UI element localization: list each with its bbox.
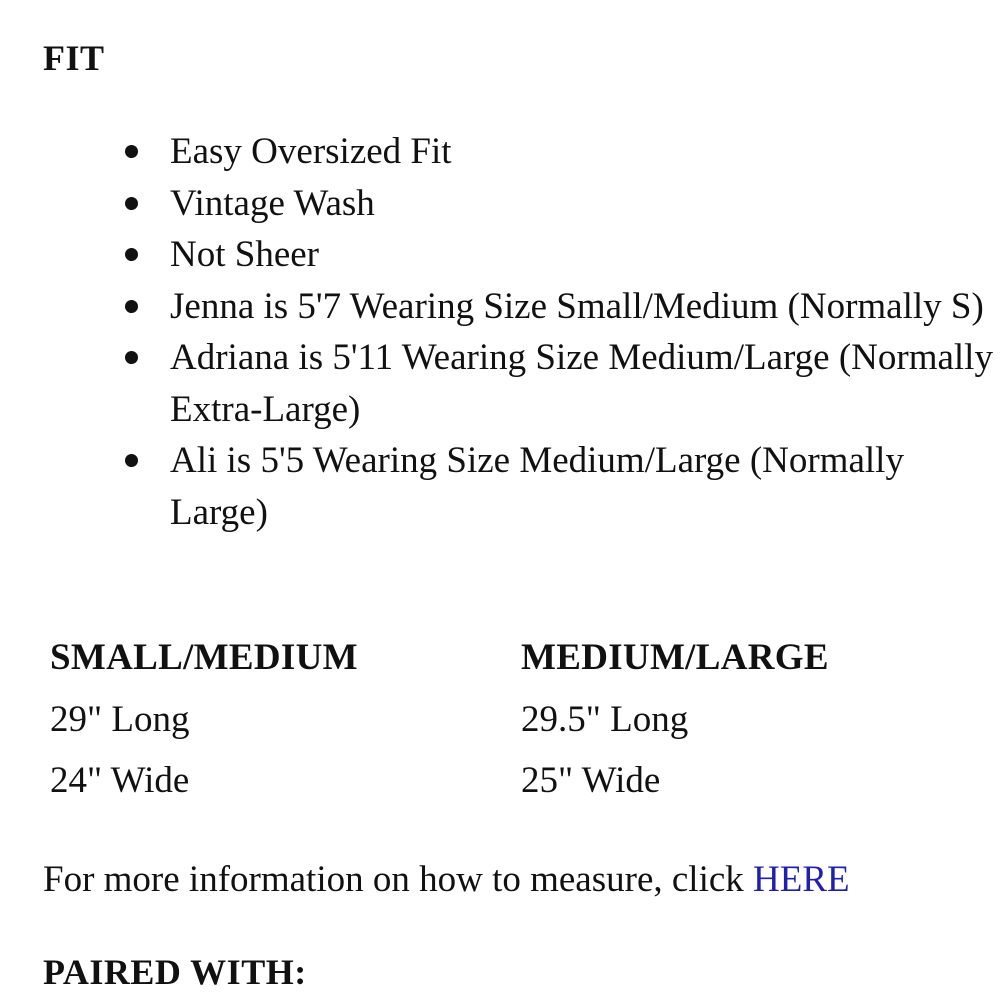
bullet-icon xyxy=(125,145,138,158)
list-item xyxy=(120,126,995,178)
size-column-small-medium xyxy=(50,636,470,820)
fit-item-text: Easy Oversized Fit xyxy=(170,131,452,172)
list-item xyxy=(120,229,995,281)
list-item xyxy=(120,435,995,538)
size-length: 29.5" Long xyxy=(521,699,689,740)
fit-details-list xyxy=(120,126,995,538)
fit-item-text: Vintage Wash xyxy=(170,182,375,224)
measure-info-text: For more information on how to measure, click xyxy=(43,859,754,900)
bullet-icon xyxy=(125,351,138,364)
list-item xyxy=(120,332,995,435)
size-title: SMALL/MEDIUM xyxy=(50,637,358,678)
bullet-icon xyxy=(125,300,138,313)
size-length: 29" Long xyxy=(50,699,190,740)
fit-item-text: Jenna is 5'7 Wearing Size Small/Medium (Normally S) xyxy=(170,285,984,327)
bullet-icon xyxy=(125,454,138,467)
paired-with-heading: PAIRED WITH: xyxy=(43,952,307,992)
bullet-icon xyxy=(125,248,138,261)
fit-item-text: Not Sheer xyxy=(170,234,319,275)
fit-heading: FIT xyxy=(43,38,105,78)
bullet-icon xyxy=(125,197,138,210)
size-title: MEDIUM/LARGE xyxy=(521,637,829,678)
list-item xyxy=(120,178,995,230)
fit-item-text: Adriana is 5'11 Wearing Size Medium/Large (Normally Extra-Large) xyxy=(170,337,993,430)
size-width: 25" Wide xyxy=(521,760,661,801)
measure-here-link[interactable]: HERE xyxy=(753,859,850,900)
size-width: 24" Wide xyxy=(50,760,190,801)
fit-item-text: Ali is 5'5 Wearing Size Medium/Large (Normally Large) xyxy=(170,440,904,533)
measure-info xyxy=(43,858,850,902)
size-column-medium-large xyxy=(521,636,941,820)
list-item xyxy=(120,281,995,333)
